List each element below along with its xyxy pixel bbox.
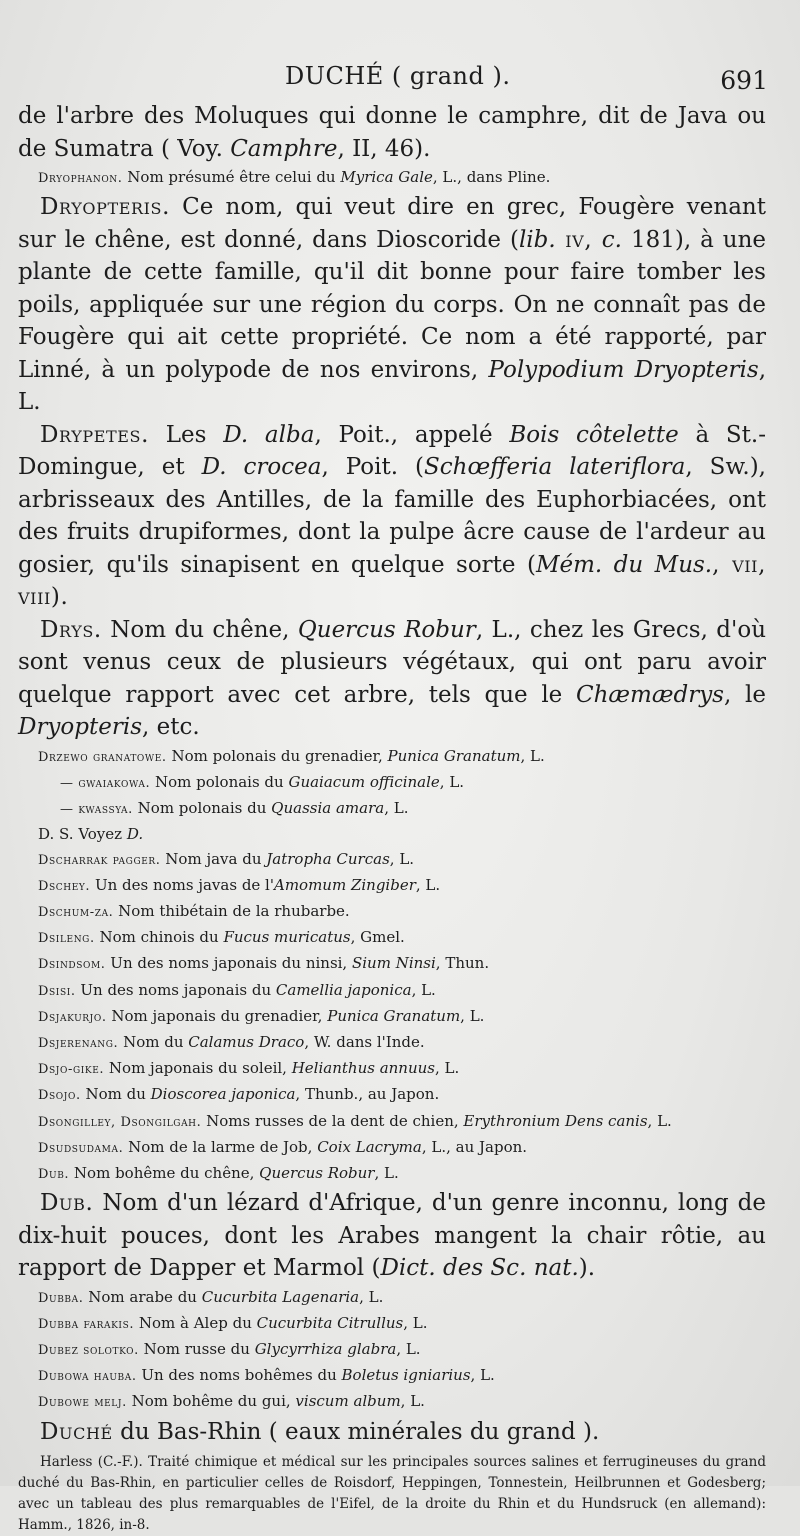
small-entry: Dscharrak pagger. Nom java du Jatropha Curcas, L. (38, 849, 415, 868)
small-entry: Dsileng. Nom chinois du Fucus muricatus, Gmel. (38, 928, 405, 947)
small-entry: Dubowa hauba. Un des noms bohêmes du Boletus igniarius, L. (38, 1366, 495, 1385)
small-entry: Dsindsom. Un des noms japonais du ninsi, Sium Ninsi, Thun. (38, 954, 490, 973)
entry-duche: Duché du Bas-Rhin ( eaux minérales du grand ). (40, 1418, 600, 1445)
small-entries-list (18, 744, 766, 1187)
entry-headword: Duché (40, 1418, 113, 1445)
entry-dryophanon: Dryophanon. Nom présumé être celui du Myrica Gale, L., dans Pline. (38, 168, 551, 186)
small-entry: — kwassya. Nom polonais du Quassia amara, L. (60, 799, 409, 818)
small-entry: Drzewo granatowe. Nom polonais du grenadier, Punica Granatum, L. (38, 746, 545, 765)
entry-dub: Dub. Nom d'un lézard d'Afrique, d'un genre inconnu, long de dix-huit pouces, dont les Arabes mangent la chair rôtie, au rapport de Dapper et Marmol (Dict. des Sc. nat.). (18, 1190, 766, 1282)
entry-headword: Drys. (40, 616, 102, 643)
small-entry: Dsongilley, Dsongilgah. Noms russes de la dent de chien, Erythronium Dens canis, L. (38, 1111, 672, 1130)
small-entry: Dsisi. Un des noms japonais du Camellia japonica, L. (38, 980, 436, 999)
bibliographic-note: Harless (C.-F.). Traité chimique et médical sur les principales sources salines et ferrugineuses du grand duché du Bas-Rhin, en particulier celles de Roisdorf, Heppingen, Tonnestein, Heilbrunnen et Godesberg; avec un tableau des plus remarquables de l'Eifel, de la droite du Rhin et du Hundsruck (en allemand): Hamm., 1826, in-8. (18, 1454, 766, 1534)
running-head: DUCHÉ ( grand ). (285, 62, 511, 90)
entry-headword: Drypetes. (40, 421, 150, 448)
page-number: 691 (720, 66, 768, 95)
entry-drypetes: Drypetes. Les D. alba, Poit., appelé Bois côtelette à St.-Domingue, et D. crocea, Poit. (Schœfferia lateriflora, Sw.), arbrisseaux des Antilles, de la famille des Euphorbiacées, ont des fruits drupiformes, dont la pulpe âcre cause de l'ardeur au gosier, qu'ils sinapisent en quelque sorte (Mém. du Mus., vii, viii). (18, 421, 766, 611)
small-entry: Dsudsudama. Nom de la larme de Job, Coix Lacryma, L., au Japon. (38, 1137, 528, 1156)
small-entry: Dsjo-gike. Nom japonais du soleil, Helianthus annuus, L. (38, 1059, 460, 1078)
page-header (0, 62, 800, 96)
page-body (18, 100, 766, 1536)
small-entries-list-2 (18, 1285, 766, 1416)
small-entry: Dubba farakis. Nom à Alep du Cucurbita Citrullus, L. (38, 1313, 428, 1332)
small-entry: Dubowe melj. Nom bohême du gui, viscum album, L. (38, 1392, 425, 1411)
small-entry: D. S. Voyez D. (38, 825, 144, 844)
entry-dryopteris: Dryopteris. Ce nom, qui veut dire en grec, Fougère venant sur le chêne, est donné, dans Dioscoride (lib. iv, c. 181), à une plante de cette famille, qu'il dit bonne pour faire tomber les poils, appliquée sur une région du corps. On ne connaît pas de Fougère qui ait cette propriété. Ce nom a été rapporté, par Linné, à un polypode de nos environs, Polypodium Dryopteris, L. (18, 194, 766, 416)
small-entry: — gwaiakowa. Nom polonais du Guaiacum officinale, L. (60, 772, 465, 791)
entry-headword: Dryopteris. (40, 194, 171, 221)
small-entry: Dubba. Nom arabe du Cucurbita Lagenaria, L. (38, 1287, 384, 1306)
entry-headword: Dub. (40, 1190, 94, 1217)
small-entry: Dubez solotko. Nom russe du Glycyrrhiza glabra, L. (38, 1340, 421, 1359)
small-entry: Dsjerenang. Nom du Calamus Draco, W. dans l'Inde. (38, 1032, 425, 1051)
small-entry: Dschum-za. Nom thibétain de la rhubarbe. (38, 901, 350, 920)
entry-drys: Drys. Nom du chêne, Quercus Robur, L., chez les Grecs, d'où sont venus ceux de plusieurs végétaux, qui ont paru avoir quelque rapport avec cet arbre, tels que le Chæmædrys, le Dryopteris, etc. (18, 616, 767, 741)
small-entry: Dschey. Un des noms javas de l'Amomum Zingiber, L. (38, 875, 441, 894)
paragraph-continuation: de l'arbre des Moluques qui donne le camphre, dit de Java ou de Sumatra ( Voy. Camphre, II, 46). (18, 103, 766, 162)
small-entry: Dsojo. Nom du Dioscorea japonica, Thunb., au Japon. (38, 1085, 440, 1104)
entry-headword: Dryophanon. (38, 171, 123, 186)
small-entry: Dub. Nom bohême du chêne, Quercus Robur, L. (38, 1163, 399, 1182)
small-entry: Dsjakurjo. Nom japonais du grenadier, Punica Granatum, L. (38, 1006, 485, 1025)
